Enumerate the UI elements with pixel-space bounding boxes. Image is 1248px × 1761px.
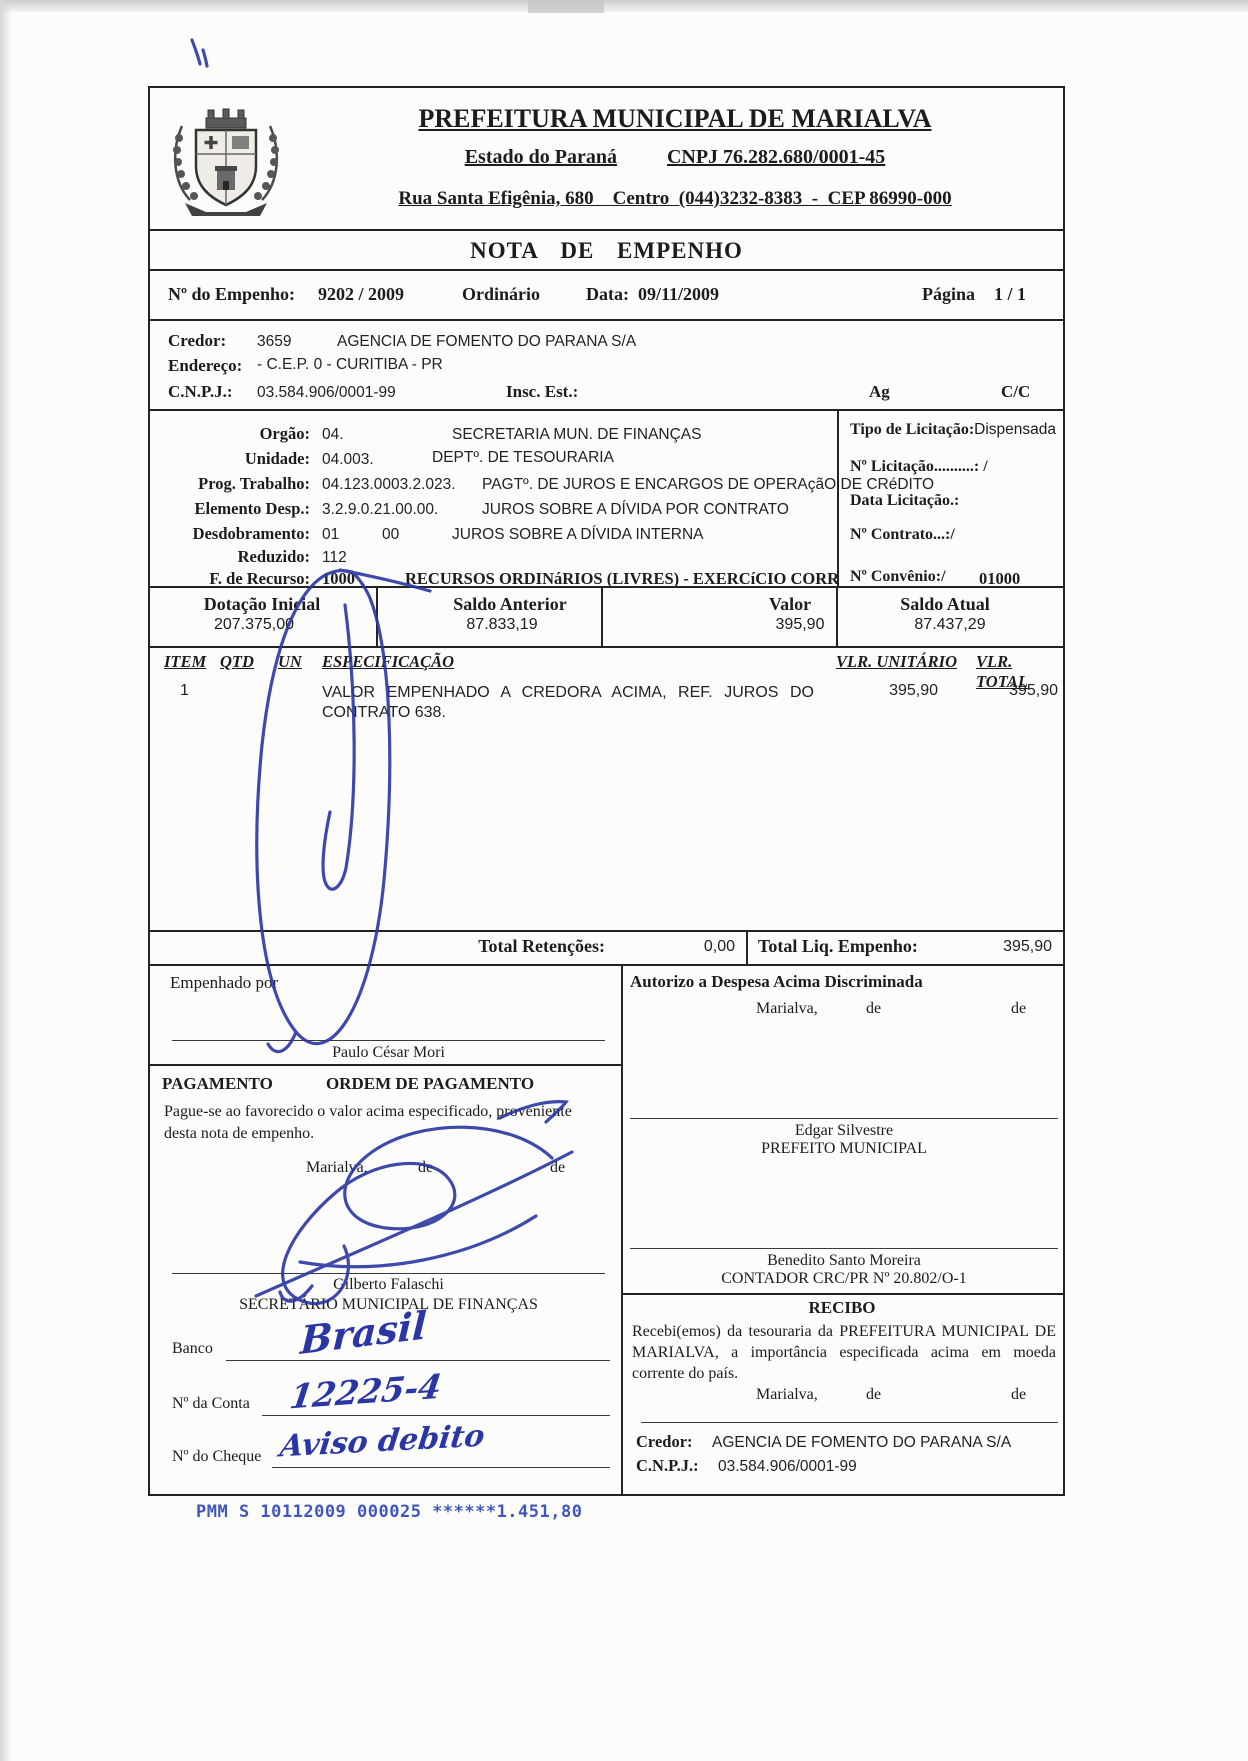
signature-line xyxy=(630,1248,1058,1249)
v-divider xyxy=(621,964,623,1496)
signature-line xyxy=(172,1040,605,1041)
endereco-value: - C.E.P. 0 - CURITIBA - PR xyxy=(257,356,443,373)
item-vlr-unitario: 395,90 xyxy=(889,682,938,699)
fonte-recurso-code2: 01000 xyxy=(979,569,1021,588)
orgao-label: Orgão: xyxy=(259,424,310,443)
h-divider xyxy=(621,1293,1063,1295)
signature-line xyxy=(641,1422,1058,1423)
prog-trabalho-code: 04.123.0003.2.023. xyxy=(322,476,456,493)
v-divider xyxy=(837,409,839,586)
saldo-anterior-label: Saldo Anterior xyxy=(453,594,567,614)
empenhado-por-nome: Paulo César Mori xyxy=(332,1044,445,1061)
h-divider xyxy=(150,964,1063,966)
conta-corrente-label: C/C xyxy=(1001,382,1031,401)
pague-se-texto: Pague-se ao favorecido o valor acima especificado, proveniente desta nota de empenho. xyxy=(164,1103,572,1142)
item-vlr-total: 395,90 xyxy=(1009,682,1058,699)
contador-cargo: CONTADOR CRC/PR Nº 20.802/O-1 xyxy=(721,1270,967,1287)
desdobramento-desc: JUROS SOBRE A DÍVIDA INTERNA xyxy=(452,526,704,543)
cidade-label: Marialva, xyxy=(756,1386,818,1403)
h-divider xyxy=(150,409,1063,411)
credor-code: 3659 xyxy=(257,333,292,350)
cidade-label: Marialva, xyxy=(756,1000,818,1017)
de-label: de xyxy=(866,1386,882,1403)
unidade-desc: DEPTº. DE TESOURARIA xyxy=(432,449,614,466)
de-label: de xyxy=(550,1159,566,1176)
credor-name: AGENCIA DE FOMENTO DO PARANA S/A xyxy=(337,333,637,350)
credor-label: Credor: xyxy=(168,331,227,350)
unidade-code: 04.003. xyxy=(322,451,374,468)
header-title-line xyxy=(290,104,1060,134)
col-header-vlr-unitario: VLR. UNITÁRIO xyxy=(836,652,958,671)
prefeito-nome: Edgar Silvestre xyxy=(794,1122,894,1139)
pen-tick-mark xyxy=(192,40,207,66)
prog-trabalho-desc: PAGTº. DE JUROS E ENCARGOS DE OPERAçãO DE CRéDITO xyxy=(482,476,935,493)
tipo-licitacao-label: Tipo de Licitação: xyxy=(850,421,975,438)
col-header-item: ITEM xyxy=(164,652,207,671)
col-header-vlr-total: VLR. TOTAL xyxy=(976,652,1028,691)
total-retencoes-value: 0,00 xyxy=(703,938,735,955)
recibo-cnpj-label: C.N.P.J.: xyxy=(636,1456,699,1475)
saldo-atual-value: 87.437,29 xyxy=(914,616,986,633)
page-indicator-label: Página xyxy=(922,284,976,304)
credor-cnpj-label: C.N.P.J.: xyxy=(168,382,233,401)
nota-empenho-form xyxy=(148,86,1065,1496)
num-convenio: Nº Convênio:/ xyxy=(850,568,946,585)
coat-of-arms-logo xyxy=(166,96,286,220)
num-cheque-label: Nº do Cheque xyxy=(172,1448,262,1465)
total-retencoes-label: Total Retenções: xyxy=(478,936,605,956)
org-cnpj: CNPJ 76.282.680/0001-45 xyxy=(666,146,886,168)
item-number: 1 xyxy=(180,682,189,699)
valor-label: Valor xyxy=(768,594,812,614)
handwritten-conta: 12225-4 xyxy=(287,1366,445,1417)
elemento-desp-desc: JUROS SOBRE A DÍVIDA POR CONTRATO xyxy=(482,501,789,518)
num-conta-label: Nº da Conta xyxy=(172,1395,250,1412)
desdobramento-code1: 01 xyxy=(322,526,340,543)
conta-line xyxy=(262,1415,610,1416)
fonte-recurso-desc: RECURSOS ORDINáRIOS (LIVRES) - EXERCíCIO CORR xyxy=(405,569,840,588)
prog-trabalho-label: Prog. Trabalho: xyxy=(198,474,310,493)
unidade-label: Unidade: xyxy=(244,449,310,468)
empenho-number: 9202 / 2009 xyxy=(318,284,405,304)
h-divider xyxy=(150,586,1063,588)
org-title: PREFEITURA MUNICIPAL DE MARIALVA xyxy=(418,104,932,133)
cidade-label: Marialva, xyxy=(306,1159,368,1176)
data-licitacao: Data Licitação.: xyxy=(850,492,960,509)
item-desc-line1: VALOR EMPENHADO A CREDORA ACIMA, REF. JUROS DO xyxy=(322,684,814,701)
num-licitacao: Nº Licitação..........: / xyxy=(850,458,988,475)
col-header-especificacao: ESPECIFICAÇÃO xyxy=(322,652,455,671)
state-label: Estado do Paraná xyxy=(464,146,617,168)
fonte-recurso-code: 1000 xyxy=(322,569,355,588)
org-address: Rua Santa Efigênia, 680 Centro (044)3232-8383 - CEP 86990-000 xyxy=(398,188,952,209)
banco-line xyxy=(226,1360,610,1361)
recibo-texto: Recebi(emos) da tesouraria da PREFEITURA MUNICIPAL DE MARIALVA, a importância especificada acima em moeda corrente do país. xyxy=(632,1323,1056,1382)
v-divider xyxy=(746,930,748,964)
v-divider xyxy=(601,586,603,646)
pagamento-label: PAGAMENTO xyxy=(162,1074,273,1093)
header-address-line xyxy=(290,188,1060,210)
saldo-anterior-value: 87.833,19 xyxy=(466,616,538,633)
de-label: de xyxy=(1011,1386,1027,1403)
dot-matrix-print: PMM S 10112009 000025 ******1.451,80 xyxy=(196,1502,583,1522)
doc-title: NOTA DE EMPENHO xyxy=(470,238,743,263)
num-contrato: Nº Contrato...:/ xyxy=(850,526,955,543)
col-header-qtd: QTD xyxy=(220,652,254,671)
fonte-recurso-label: F. de Recurso: xyxy=(209,569,310,588)
h-divider xyxy=(150,1064,621,1066)
secretario-nome: Gilberto Falaschi xyxy=(333,1276,444,1293)
tipo-licitacao-value: Dispensada xyxy=(974,421,1057,438)
recibo-credor-label: Credor: xyxy=(636,1432,693,1451)
v-divider xyxy=(376,586,378,646)
total-liq-empenho-value: 395,90 xyxy=(1003,938,1052,955)
credor-cnpj-value: 03.584.906/0001-99 xyxy=(257,384,396,401)
col-header-un: UN xyxy=(278,652,302,671)
orgao-code: 04. xyxy=(322,426,344,443)
de-label: de xyxy=(866,1000,882,1017)
empenhado-por-label: Empenhado por xyxy=(170,973,279,992)
tipo-licitacao xyxy=(850,421,1056,439)
signature-line xyxy=(172,1273,605,1274)
scan-edge-artifact xyxy=(528,0,604,13)
h-divider xyxy=(150,930,1063,932)
orgao-desc: SECRETARIA MUN. DE FINANÇAS xyxy=(452,426,702,443)
scan-edge-artifact xyxy=(0,0,12,1761)
de-label: de xyxy=(1011,1000,1027,1017)
valor-value: 395,90 xyxy=(775,616,825,633)
agencia-label: Ag xyxy=(869,382,890,401)
elemento-desp-code: 3.2.9.0.21.00.00. xyxy=(322,501,439,518)
scan-edge-artifact xyxy=(0,0,1248,12)
doc-title-band xyxy=(150,229,1063,271)
endereco-label: Endereço: xyxy=(168,356,243,375)
autorizo-despesa-label: Autorizo a Despesa Acima Discriminada xyxy=(630,972,923,991)
signature-line xyxy=(630,1118,1058,1119)
desdobramento-label: Desdobramento: xyxy=(192,524,310,543)
cheque-line xyxy=(272,1467,610,1468)
secretario-cargo: SECRETÁRIO MUNICIPAL DE FINANÇAS xyxy=(239,1296,538,1313)
page-indicator-value: 1 / 1 xyxy=(994,284,1027,304)
handwritten-cheque: Aviso debito xyxy=(277,1418,487,1465)
reduzido-label: Reduzido: xyxy=(237,547,310,566)
dotacao-inicial-label: Dotação Inicial xyxy=(203,594,321,614)
h-divider xyxy=(150,319,1063,321)
ordem-pagamento-label: ORDEM DE PAGAMENTO xyxy=(325,1074,535,1093)
h-divider xyxy=(150,646,1063,648)
empenho-number-label: Nº do Empenho: xyxy=(168,284,295,304)
de-label: de xyxy=(418,1159,434,1176)
recibo-titulo: RECIBO xyxy=(808,1298,876,1317)
saldo-atual-label: Saldo Atual xyxy=(900,594,990,614)
banco-label: Banco xyxy=(172,1340,213,1357)
header-state-line xyxy=(290,146,1060,169)
prefeito-cargo: PREFEITO MUNICIPAL xyxy=(761,1140,927,1157)
recibo-credor-nome: AGENCIA DE FOMENTO DO PARANA S/A xyxy=(712,1434,1012,1451)
desdobramento-code2: 00 xyxy=(382,526,400,543)
contador-nome: Benedito Santo Moreira xyxy=(767,1252,921,1269)
empenho-date: 09/11/2009 xyxy=(638,284,720,304)
item-desc-line2: CONTRATO 638. xyxy=(322,704,446,721)
dotacao-inicial-value: 207.375,00 xyxy=(213,616,295,633)
elemento-desp-label: Elemento Desp.: xyxy=(194,499,310,518)
empenho-date-label: Data: xyxy=(586,284,629,304)
recibo-cnpj-value: 03.584.906/0001-99 xyxy=(718,1458,857,1475)
insc-est-label: Insc. Est.: xyxy=(506,382,579,401)
total-liq-empenho-label: Total Liq. Empenho: xyxy=(758,936,918,956)
handwritten-banco: Brasil xyxy=(299,1301,428,1364)
empenho-kind: Ordinário xyxy=(462,284,541,304)
reduzido-code: 112 xyxy=(322,549,347,566)
v-divider xyxy=(836,586,838,646)
